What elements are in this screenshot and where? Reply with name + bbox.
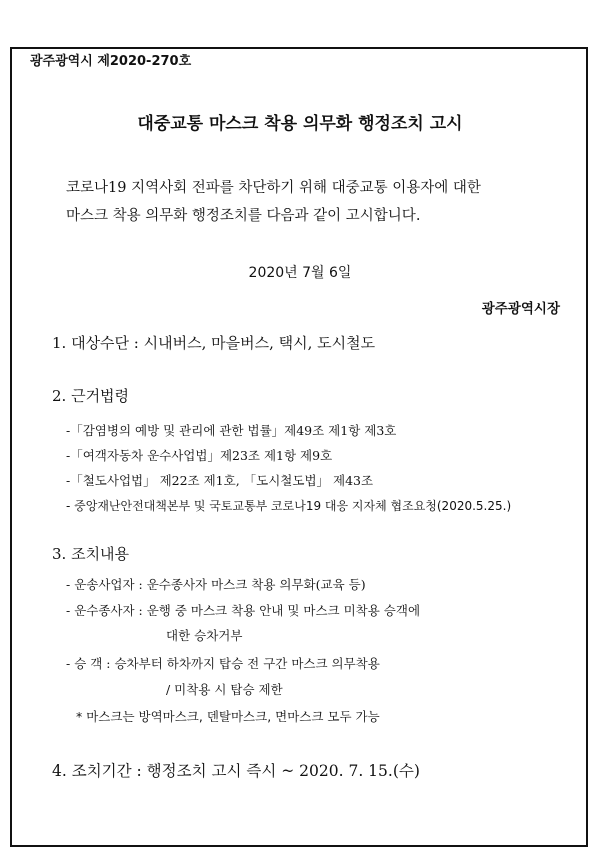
issuer: 광주광역시장 [481, 301, 560, 317]
measure-passenger-cont: / 미착용 시 탑승 제한 [166, 682, 283, 697]
intro-line-2: 마스크 착용 의무화 행정조치를 다음과 같이 고시합니다. [66, 208, 421, 224]
page-title: 대중교통 마스크 착용 의무화 행정조치 고시 [137, 114, 463, 134]
measure-operator: - 운송사업자 : 운수종사자 마스크 착용 의무화(교육 등) [66, 577, 366, 592]
measure-driver: - 운수종사자 : 운행 중 마스크 착용 안내 및 마스크 미착용 승객에 [66, 603, 421, 618]
section-3-heading: 3. 조치내용 [52, 545, 130, 563]
intro-line-1: 코로나19 지역사회 전파를 차단하기 위해 대중교통 이용자에 대한 [66, 180, 481, 196]
measure-driver-cont: 대한 승차거부 [166, 628, 243, 643]
notice-number: 광주광역시 제2020-270호 [30, 54, 192, 69]
section-2-heading: 2. 근거법령 [52, 387, 130, 405]
law-item: - 중앙재난안전대책본부 및 국토교통부 코로나19 대응 지자체 협조요청(2020.5.25.) [66, 499, 512, 513]
section-4-heading: 4. 조치기간 : 행정조치 고시 즉시 ~ 2020. 7. 15.(수) [52, 762, 420, 780]
section-1-heading: 1. 대상수단 : 시내버스, 마을버스, 택시, 도시철도 [52, 334, 376, 352]
notice-date: 2020년 7월 6일 [248, 265, 352, 281]
mask-note: * 마스크는 방역마스크, 덴탈마스크, 면마스크 모두 가능 [76, 709, 380, 724]
law-item: -「여객자동차 운수사업법」제23조 제1항 제9호 [66, 448, 333, 463]
measure-passenger: - 승 객 : 승차부터 하차까지 탑승 전 구간 마스크 의무착용 [66, 656, 380, 671]
law-item: -「철도사업법」 제22조 제1호, 「도시철도법」 제43조 [66, 473, 374, 488]
law-item: -「감염병의 예방 및 관리에 관한 법률」제49조 제1항 제3호 [66, 423, 397, 438]
